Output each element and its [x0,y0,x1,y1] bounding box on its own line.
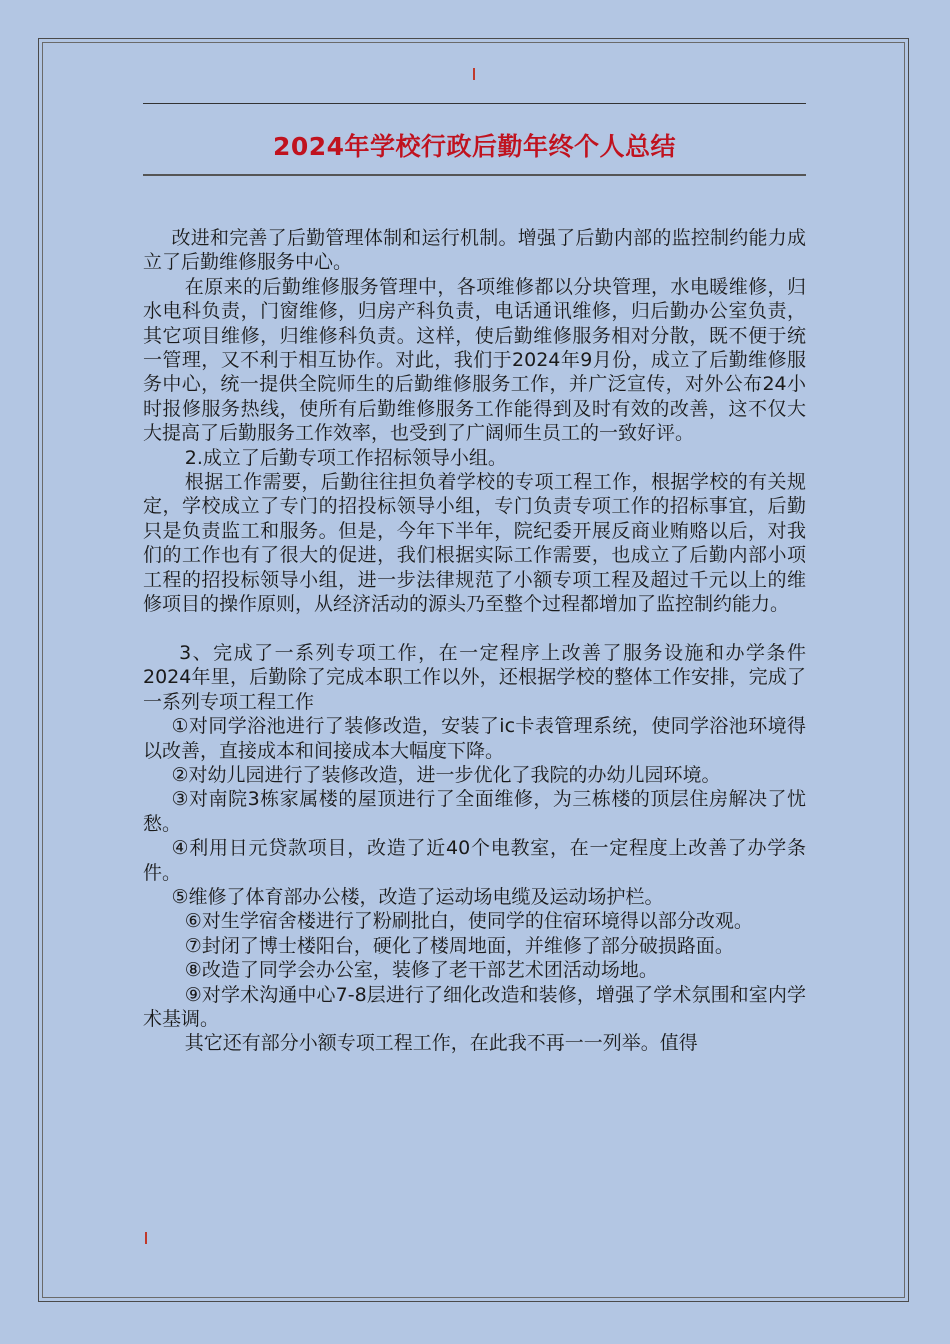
list-item: ⑦封闭了博士楼阳台，硬化了楼周地面，并维修了部分破损路面。 [184,934,734,957]
paragraph: 根据工作需要，后勤往往担负着学校的专项工程工作，根据学校的有关规定，学校成立了专门的招投标领导小组，专门负责专项工作的招标事宜，后勤只是负责监工和服务。但是，今年下半年，院纪委开展反商业贿赂以后，对我们的工作也有了很大的促进，我们根据实际工作需要，也成立了后勤内部小项工程的招投标领导小组，进一步法律规范了小额专项工程及超过千元以上的维修项目的操作原则，从经济活动的源头乃至整个过程都增加了监控制约能力。 [143,471,806,616]
list-item: ⑥对生学宿舍楼进行了粉刷批白，使同学的住宿环境得以部分改观。 [184,910,753,933]
header-mark [473,68,475,80]
paragraph: 改进和完善了后勤管理体制和运行机制。增强了后勤内部的监控制约能力成立了后勤维修服务中心。 [143,227,806,274]
document-title: 2024年学校行政后勤年终个人总结 [272,132,677,161]
footer-mark [145,1232,147,1244]
paragraph: 在原来的后勤维修服务管理中，各项维修都以分块管理，水电暖维修，归水电科负责，门窗维修，归房产科负责，电话通讯维修，归后勤办公室负责，其它项目维修，归维修科负责。这样，使后勤维修服务相对分散，既不便于统一管理，又不利于相互协作。对此，我们于2024年9月份，成立了后勤维修服务中心，统一提供全院师生的后勤维修服务工作，并广泛宣传，对外公布24小时报修服务热线，使所有后勤维修服务工作能得到及时有效的改善，这不仅大大提高了后勤服务工作效率，也受到了广阔师生员工的一致好评。 [143,275,806,445]
list-item: ③对南院3栋家属楼的屋顶进行了全面维修，为三栋楼的顶层住房解决了忧愁。 [143,788,806,835]
list-item: ①对同学浴池进行了装修改造，安装了ic卡表管理系统，使同学浴池环境得以改善，直接成本和间接成本大幅度下降。 [143,715,806,762]
paragraph: 其它还有部分小额专项工程工作，在此我不再一一列举。值得 [184,1032,698,1055]
paragraph-spacer [143,617,806,641]
paragraph: 2.成立了后勤专项工作招标领导小组。 [184,446,507,469]
title-underline [143,174,806,176]
paragraph: 3、完成了一系列专项工作，在一定程序上改善了服务设施和办学条件2024年里，后勤除了完成本职工作以外，还根据学校的整体工作安排，完成了一系列专项工程工作 [143,641,806,713]
list-item: ②对幼儿园进行了装修改造，进一步优化了我院的办幼儿园环境。 [171,763,721,786]
list-item: ⑧改造了同学会办公室，装修了老干部艺术团活动场地。 [184,959,658,982]
list-item: ⑤维修了体育部办公楼，改造了运动场电缆及运动场护栏。 [171,885,664,908]
list-item: ⑨对学术沟通中心7-8层进行了细化改造和装修，增强了学术氛围和室内学术基调。 [143,983,806,1030]
list-item: ④利用日元贷款项目，改造了近40个电教室，在一定程度上改善了办学条件。 [143,837,806,884]
document-body [143,226,806,1056]
header-rule [143,103,806,104]
